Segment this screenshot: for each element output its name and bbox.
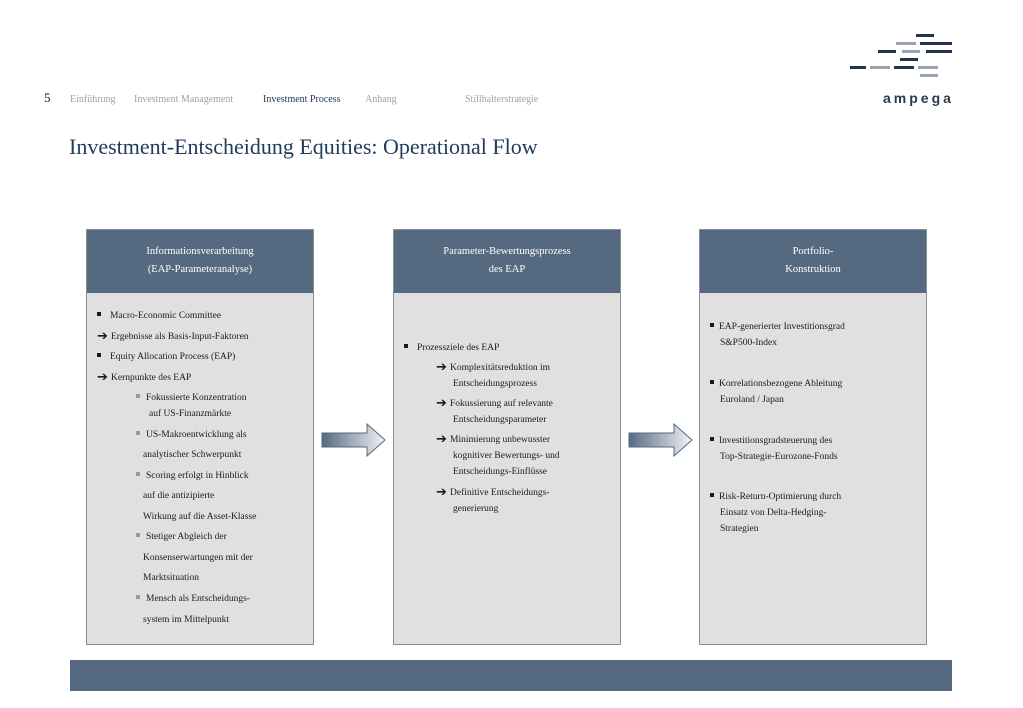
page-title: Investment-Entscheidung Equities: Operational Flow — [69, 134, 538, 159]
sub-item-cont: auf US-Finanzmärkte — [149, 409, 232, 419]
list-item: ➔ Fokussierung auf relevante — [436, 396, 553, 411]
portfolio-construction-box — [699, 229, 927, 645]
list-item: ➔ Definitive Entscheidungs- — [436, 485, 550, 500]
sub-item-cont: system im Mittelpunkt — [143, 615, 230, 625]
list-item: Equity Allocation Process (EAP) — [97, 349, 235, 365]
arrow-right-icon: ➔ — [436, 432, 447, 447]
nav-anhang[interactable]: Anhang — [365, 94, 397, 105]
list-item: ➔ Komplexitätsreduktion im — [436, 360, 551, 375]
ampega-logo-mark — [848, 32, 954, 80]
arrow-right-icon: ➔ — [97, 370, 108, 385]
arrow-right-icon: ➔ — [97, 329, 108, 344]
nav-investment-management[interactable]: Investment Management — [134, 94, 234, 105]
list-item: Risk-Return-Optimierung durch — [710, 489, 841, 505]
list-item-cont: Entscheidungsparameter — [453, 415, 547, 425]
box-header: Parameter-Bewertungsprozess des EAP — [394, 230, 620, 293]
nav-einfuehrung[interactable]: Einführung — [70, 94, 116, 105]
nav-investment-process[interactable]: Investment Process — [263, 94, 341, 105]
list-item-cont: S&P500-Index — [720, 338, 777, 348]
nav-stillhalterstrategie[interactable]: Stillhalterstrategie — [465, 94, 539, 105]
sub-item-cont: Wirkung auf die Asset-Klasse — [143, 512, 257, 522]
arrow-right-icon: ➔ — [436, 360, 447, 375]
flow-arrow-icon — [628, 423, 694, 457]
list-item-cont: Euroland / Japan — [720, 395, 784, 405]
sub-item-cont: analytischer Schwerpunkt — [143, 450, 242, 460]
list-item: Korrelationsbezogene Ableitung — [710, 376, 842, 392]
sub-item: Scoring erfolgt in Hinblick — [136, 468, 249, 484]
parameter-evaluation-box — [393, 229, 621, 645]
list-item: ➔ Minimierung unbewusster — [436, 432, 551, 447]
box-header: Informationsverarbeitung (EAP-Parameteranalyse) — [87, 230, 313, 293]
sub-item: Mensch als Entscheidungs- — [136, 591, 250, 607]
page-number: 5 — [44, 90, 51, 105]
sub-item: Stetiger Abgleich der — [136, 529, 227, 545]
sub-item: Fokussierte Konzentration — [136, 390, 247, 406]
box-header: Portfolio- Konstruktion — [700, 230, 926, 293]
list-item-cont: Top-Strategie-Eurozone-Fonds — [720, 452, 838, 462]
list-item-cont: Strategien — [720, 524, 759, 534]
ampega-logo-text: ampega — [883, 90, 954, 106]
list-item: EAP-generierter Investitionsgrad — [710, 319, 845, 335]
list-item: Macro-Economic Committee — [97, 308, 221, 324]
sub-item-cont: Konsenserwartungen mit der — [143, 553, 253, 563]
sub-item-cont: Marktsituation — [143, 573, 199, 583]
sub-item: US-Makroentwicklung als — [136, 427, 247, 443]
flow-arrow-icon — [321, 423, 387, 457]
list-item: ➔ Kernpunkte des EAP — [97, 370, 192, 385]
list-item: ➔ Ergebnisse als Basis-Input-Faktoren — [97, 329, 249, 344]
list-item-cont: kognitiver Bewertungs- und — [453, 451, 560, 461]
info-processing-box — [86, 229, 314, 645]
list-item-cont: generierung — [453, 504, 499, 514]
list-item-cont: Entscheidungsprozess — [453, 379, 537, 389]
arrow-right-icon: ➔ — [436, 485, 447, 500]
footer-bar — [70, 660, 952, 691]
sub-item-cont: auf die antizipierte — [143, 491, 215, 501]
list-item: Prozessziele des EAP — [404, 340, 499, 356]
list-item-cont: Entscheidungs-Einflüsse — [453, 467, 547, 477]
arrow-right-icon: ➔ — [436, 396, 447, 411]
list-item: Investitionsgradsteuerung des — [710, 433, 832, 449]
list-item-cont: Einsatz von Delta-Hedging- — [720, 508, 827, 518]
